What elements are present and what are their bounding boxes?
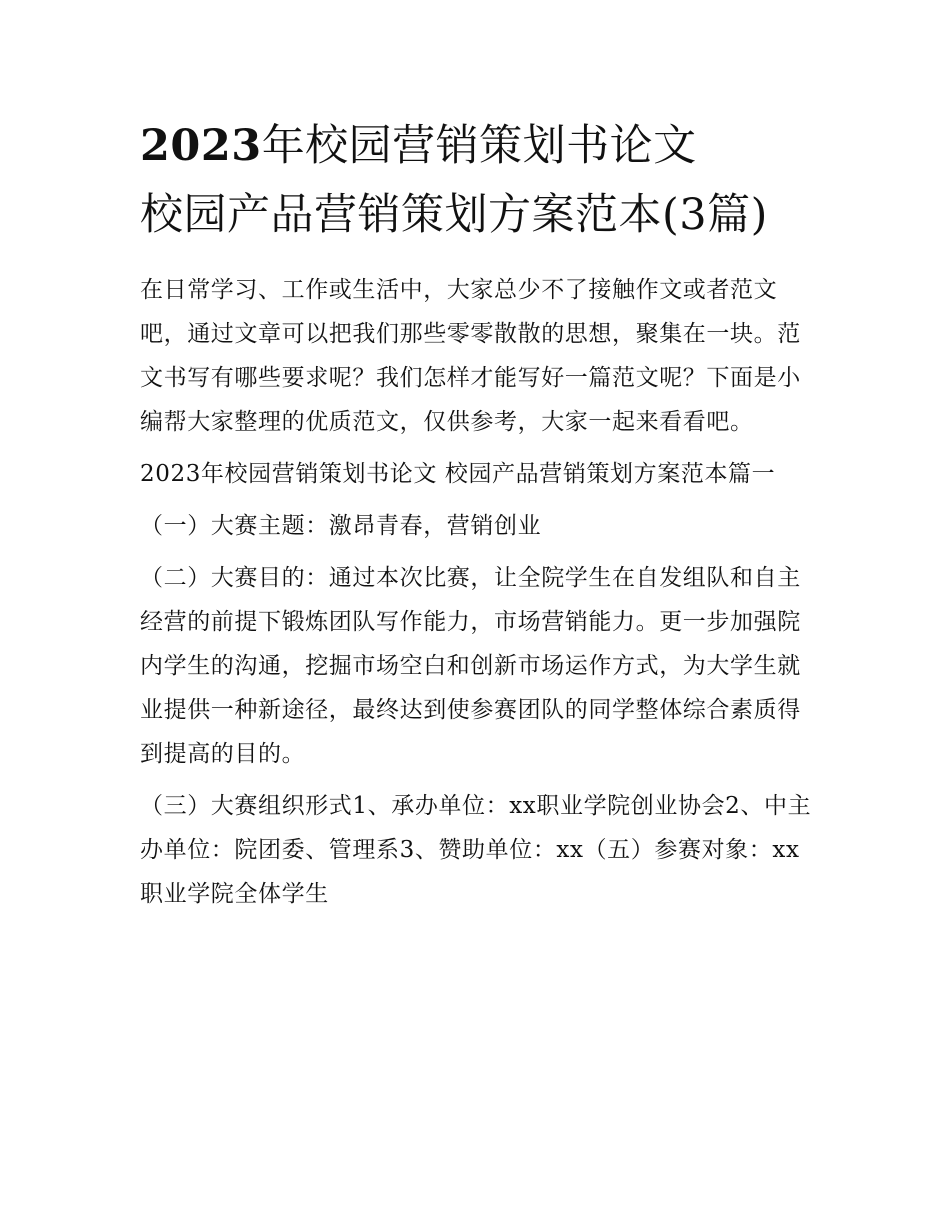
document-title [140,112,820,250]
section-heading: 2023年校园营销策划书论文 校园产品营销策划方案范本篇一 [140,461,776,487]
paragraph-organization: （三）大赛组织形式1、承办单位：xx职业学院创业协会2、中主办单位：院团委、管理系3、赞助单位：xx（五）参赛对象：xx职业学院全体学生 [140,793,812,907]
document-page [140,112,820,916]
title-line-2: 校园产品营销策划方案范本(3篇) [140,190,768,240]
paragraph-theme: （一）大赛主题：激昂青春，营销创业 [140,513,542,539]
title-line-1 [140,112,820,181]
paragraph-purpose: （二）大赛目的：通过本次比赛，让全院学生在自发组队和自主经营的前提下锻炼团队写作能力，市场营销能力。更一步加强院内学生的沟通，挖掘市场空白和创新市场运作方式，为大学生就业提供一种新途径，最终达到使参赛团队的同学整体综合素质得到提高的目的。 [140,565,801,767]
title-year: 2023 [140,121,262,171]
intro-paragraph: 在日常学习、工作或生活中，大家总少不了接触作文或者范文吧，通过文章可以把我们那些零零散散的思想，聚集在一块。范文书写有哪些要求呢？我们怎样才能写好一篇范文呢？下面是小编帮大家整理的优质范文，仅供参考，大家一起来看看吧。 [140,277,801,435]
title-line-1-text: 年校园营销策划书论文 [261,121,697,171]
